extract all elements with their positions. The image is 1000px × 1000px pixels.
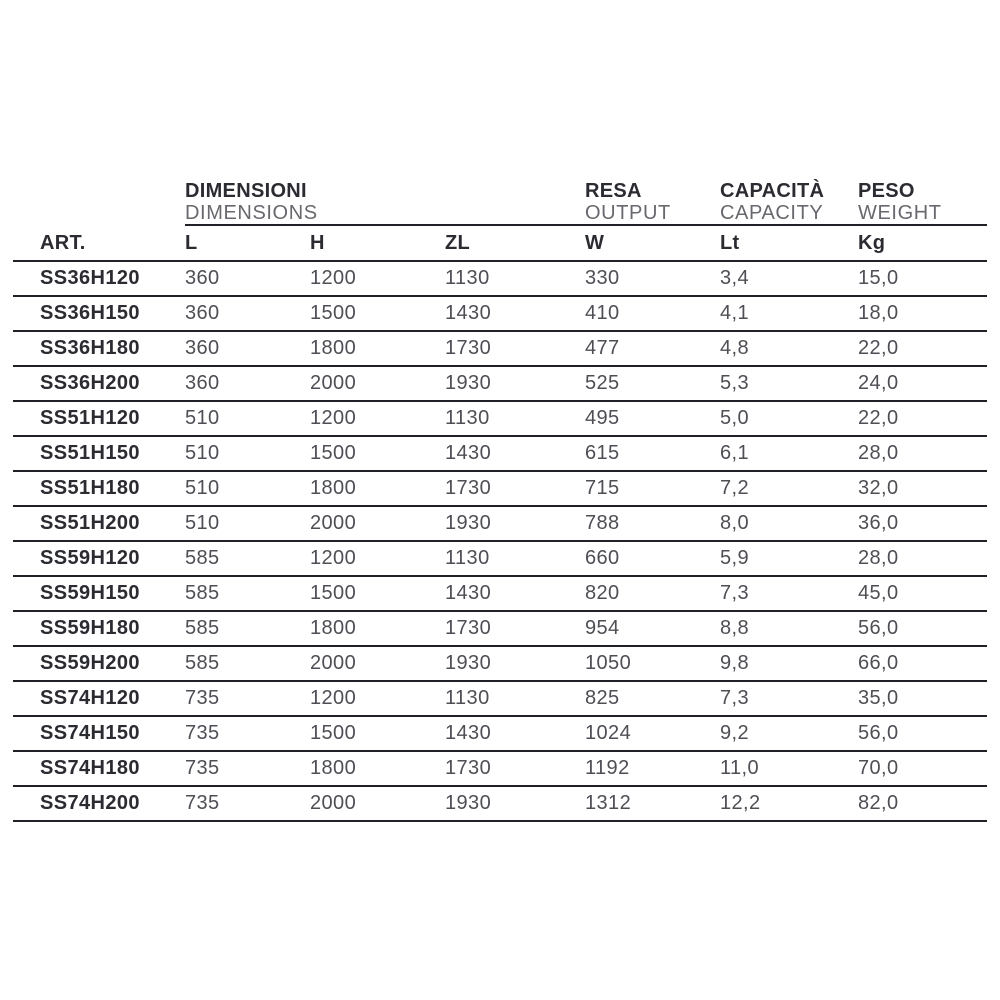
col-header-kg: Kg bbox=[858, 231, 886, 254]
table-row bbox=[13, 612, 987, 647]
cell-l: 735 bbox=[185, 792, 220, 814]
cell-l: 585 bbox=[185, 547, 220, 569]
cell-l: 360 bbox=[185, 337, 220, 359]
cell-h: 1500 bbox=[310, 582, 357, 604]
table-row bbox=[13, 402, 987, 437]
table-row bbox=[13, 752, 987, 787]
cell-lt: 4,1 bbox=[720, 302, 750, 324]
cell-art-code: SS36H180 bbox=[40, 337, 140, 359]
cell-art-code: SS74H120 bbox=[40, 687, 140, 709]
cell-kg: 22,0 bbox=[858, 407, 899, 429]
cell-art-code: SS59H180 bbox=[40, 617, 140, 639]
group-header-capacity bbox=[720, 178, 858, 224]
cell-l: 585 bbox=[185, 582, 220, 604]
cell-art-code: SS74H200 bbox=[40, 792, 140, 814]
cell-lt: 7,3 bbox=[720, 687, 750, 709]
column-header-row bbox=[13, 226, 987, 262]
cell-h: 1800 bbox=[310, 337, 357, 359]
cell-h: 1800 bbox=[310, 617, 357, 639]
group-sub-label: DIMENSIONS bbox=[185, 202, 318, 224]
cell-art-code: SS36H150 bbox=[40, 302, 140, 324]
table-row bbox=[13, 507, 987, 542]
cell-art-code: SS51H200 bbox=[40, 512, 140, 534]
group-sub-label: CAPACITY bbox=[720, 202, 824, 224]
cell-kg: 32,0 bbox=[858, 477, 899, 499]
table-body bbox=[13, 262, 987, 822]
spec-table bbox=[13, 178, 987, 822]
cell-w: 660 bbox=[585, 547, 620, 569]
cell-lt: 7,3 bbox=[720, 582, 750, 604]
cell-lt: 7,2 bbox=[720, 477, 750, 499]
cell-zl: 1930 bbox=[445, 792, 492, 814]
table-row bbox=[13, 262, 987, 297]
cell-zl: 1730 bbox=[445, 337, 492, 359]
cell-zl: 1930 bbox=[445, 512, 492, 534]
group-header-span bbox=[185, 178, 987, 226]
cell-lt: 5,0 bbox=[720, 407, 750, 429]
cell-kg: 35,0 bbox=[858, 687, 899, 709]
cell-kg: 18,0 bbox=[858, 302, 899, 324]
cell-h: 1200 bbox=[310, 687, 357, 709]
cell-art-code: SS51H180 bbox=[40, 477, 140, 499]
cell-w: 825 bbox=[585, 687, 620, 709]
cell-w: 1024 bbox=[585, 722, 632, 744]
cell-zl: 1430 bbox=[445, 442, 492, 464]
cell-h: 1800 bbox=[310, 757, 357, 779]
group-header-dimensions bbox=[185, 178, 585, 224]
cell-zl: 1430 bbox=[445, 582, 492, 604]
cell-lt: 12,2 bbox=[720, 792, 761, 814]
group-header-band bbox=[13, 178, 987, 226]
cell-art-code: SS51H120 bbox=[40, 407, 140, 429]
cell-kg: 56,0 bbox=[858, 722, 899, 744]
cell-l: 735 bbox=[185, 757, 220, 779]
cell-zl: 1130 bbox=[445, 547, 490, 569]
cell-w: 1192 bbox=[585, 757, 630, 779]
cell-w: 477 bbox=[585, 337, 620, 359]
group-sub-label: OUTPUT bbox=[585, 202, 671, 224]
cell-l: 510 bbox=[185, 407, 220, 429]
cell-h: 2000 bbox=[310, 652, 357, 674]
table-row bbox=[13, 682, 987, 717]
cell-h: 2000 bbox=[310, 792, 357, 814]
cell-zl: 1930 bbox=[445, 372, 492, 394]
cell-zl: 1730 bbox=[445, 757, 492, 779]
cell-art-code: SS36H120 bbox=[40, 267, 140, 289]
group-sub-label: WEIGHT bbox=[858, 202, 942, 224]
cell-w: 820 bbox=[585, 582, 620, 604]
cell-kg: 56,0 bbox=[858, 617, 899, 639]
group-header-output bbox=[585, 178, 720, 224]
col-header-lt: Lt bbox=[720, 231, 740, 254]
table-row bbox=[13, 472, 987, 507]
cell-kg: 28,0 bbox=[858, 547, 899, 569]
group-main-label: RESA bbox=[585, 180, 642, 202]
col-header-l: L bbox=[185, 231, 198, 254]
cell-kg: 45,0 bbox=[858, 582, 899, 604]
col-header-art: ART. bbox=[40, 231, 86, 254]
cell-h: 1800 bbox=[310, 477, 357, 499]
cell-lt: 6,1 bbox=[720, 442, 750, 464]
cell-h: 2000 bbox=[310, 512, 357, 534]
cell-kg: 28,0 bbox=[858, 442, 899, 464]
cell-zl: 1130 bbox=[445, 687, 490, 709]
cell-w: 330 bbox=[585, 267, 620, 289]
group-main-label: PESO bbox=[858, 180, 915, 202]
cell-lt: 9,8 bbox=[720, 652, 750, 674]
cell-art-code: SS74H150 bbox=[40, 722, 140, 744]
cell-l: 360 bbox=[185, 302, 220, 324]
cell-lt: 8,0 bbox=[720, 512, 750, 534]
cell-w: 615 bbox=[585, 442, 620, 464]
cell-kg: 24,0 bbox=[858, 372, 899, 394]
cell-w: 495 bbox=[585, 407, 620, 429]
cell-art-code: SS74H180 bbox=[40, 757, 140, 779]
cell-zl: 1930 bbox=[445, 652, 492, 674]
cell-zl: 1130 bbox=[445, 407, 490, 429]
cell-lt: 9,2 bbox=[720, 722, 750, 744]
table-row bbox=[13, 717, 987, 752]
cell-lt: 3,4 bbox=[720, 267, 750, 289]
table-row bbox=[13, 787, 987, 822]
cell-kg: 15,0 bbox=[858, 267, 899, 289]
cell-h: 1200 bbox=[310, 267, 357, 289]
cell-lt: 5,3 bbox=[720, 372, 750, 394]
cell-lt: 11,0 bbox=[720, 757, 760, 779]
cell-art-code: SS51H150 bbox=[40, 442, 140, 464]
cell-zl: 1130 bbox=[445, 267, 490, 289]
cell-art-code: SS59H150 bbox=[40, 582, 140, 604]
cell-l: 735 bbox=[185, 722, 220, 744]
cell-l: 585 bbox=[185, 652, 220, 674]
cell-l: 360 bbox=[185, 267, 220, 289]
cell-art-code: SS36H200 bbox=[40, 372, 140, 394]
col-header-h: H bbox=[310, 231, 325, 254]
cell-l: 510 bbox=[185, 442, 220, 464]
col-header-zl: ZL bbox=[445, 231, 471, 254]
cell-h: 1500 bbox=[310, 722, 357, 744]
table-row bbox=[13, 437, 987, 472]
cell-l: 510 bbox=[185, 512, 220, 534]
cell-h: 2000 bbox=[310, 372, 357, 394]
cell-l: 585 bbox=[185, 617, 220, 639]
cell-lt: 8,8 bbox=[720, 617, 750, 639]
group-main-label: CAPACITÀ bbox=[720, 180, 825, 202]
table-row bbox=[13, 297, 987, 332]
table-row bbox=[13, 367, 987, 402]
cell-kg: 66,0 bbox=[858, 652, 899, 674]
cell-art-code: SS59H200 bbox=[40, 652, 140, 674]
cell-lt: 5,9 bbox=[720, 547, 750, 569]
cell-h: 1200 bbox=[310, 547, 357, 569]
cell-w: 788 bbox=[585, 512, 620, 534]
cell-w: 1312 bbox=[585, 792, 632, 814]
cell-l: 510 bbox=[185, 477, 220, 499]
cell-w: 715 bbox=[585, 477, 620, 499]
cell-h: 1500 bbox=[310, 302, 357, 324]
cell-l: 735 bbox=[185, 687, 220, 709]
group-main-label: DIMENSIONI bbox=[185, 180, 307, 202]
cell-kg: 70,0 bbox=[858, 757, 899, 779]
cell-w: 525 bbox=[585, 372, 620, 394]
cell-h: 1200 bbox=[310, 407, 357, 429]
table-row bbox=[13, 542, 987, 577]
cell-zl: 1730 bbox=[445, 617, 492, 639]
col-header-w: W bbox=[585, 231, 605, 254]
cell-l: 360 bbox=[185, 372, 220, 394]
cell-zl: 1430 bbox=[445, 302, 492, 324]
art-column-spacer bbox=[13, 178, 185, 226]
table-row bbox=[13, 332, 987, 367]
cell-zl: 1730 bbox=[445, 477, 492, 499]
cell-w: 954 bbox=[585, 617, 620, 639]
cell-w: 1050 bbox=[585, 652, 632, 674]
cell-kg: 36,0 bbox=[858, 512, 899, 534]
cell-w: 410 bbox=[585, 302, 620, 324]
cell-kg: 82,0 bbox=[858, 792, 899, 814]
cell-lt: 4,8 bbox=[720, 337, 750, 359]
table-row bbox=[13, 577, 987, 612]
group-header-weight bbox=[858, 178, 987, 224]
cell-kg: 22,0 bbox=[858, 337, 899, 359]
cell-art-code: SS59H120 bbox=[40, 547, 140, 569]
cell-h: 1500 bbox=[310, 442, 357, 464]
table-row bbox=[13, 647, 987, 682]
cell-zl: 1430 bbox=[445, 722, 492, 744]
